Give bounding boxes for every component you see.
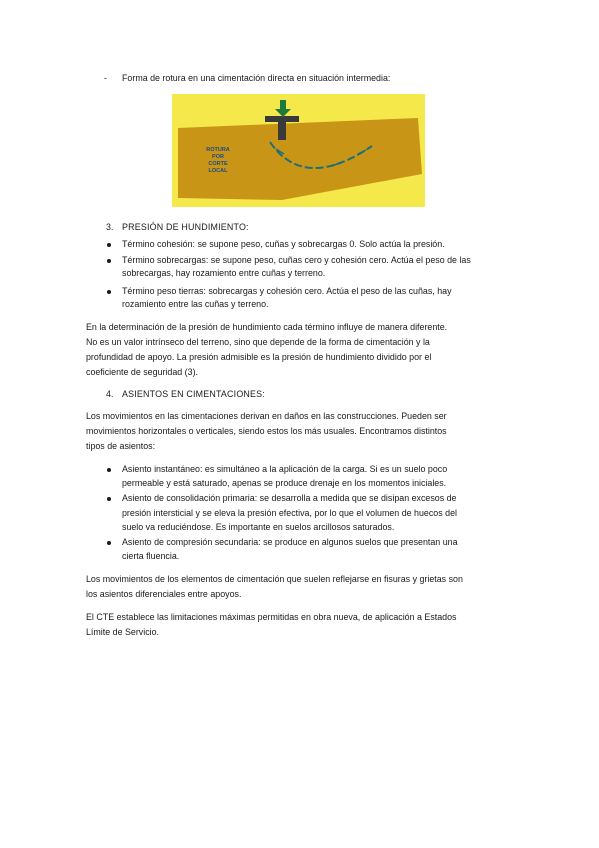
bullet-text: presión intersticial y se eleva la presión efectiva, por lo que el volumen de huecos del <box>122 508 457 518</box>
paragraph-line: coeficiente de seguridad (3). <box>86 367 198 377</box>
bullet-dot <box>107 259 111 263</box>
bullet-dot <box>107 290 111 294</box>
bullet-dot <box>107 497 111 501</box>
figure-label-line: CORTE <box>208 161 228 167</box>
paragraph-line: En la determinación de la presión de hundimiento cada término influye de manera diferente. <box>86 322 448 332</box>
paragraph-line: El CTE establece las limitaciones máximas permitidas en obra nueva, de aplicación a Estados <box>86 612 457 622</box>
figure-svg <box>172 94 425 207</box>
bullet-text: rozamiento entre las cuñas y terreno. <box>122 299 269 309</box>
load-arrow-shaft <box>280 100 286 110</box>
bullet-text: Asiento de consolidación primaria: se desarrolla a medida que se disipan excesos de <box>122 493 457 503</box>
list-dash: - <box>104 73 107 83</box>
intro-text: Forma de rotura en una cimentación directa en situación intermedia: <box>122 73 391 83</box>
bullet-text: Asiento de compresión secundaria: se produce en algunos suelos que presentan una <box>122 537 458 547</box>
bullet-text: sobrecargas, hay rozamiento entre cuñas y terreno. <box>122 268 326 278</box>
bullet-text: cierta fluencia. <box>122 551 180 561</box>
figure-label-line: ROTURA <box>206 147 230 153</box>
paragraph-line: No es un valor intrínseco del terreno, sino que depende de la forma de cimentación y la <box>86 337 430 347</box>
bullet-text: Término sobrecargas: se supone peso, cuñas cero y cohesión cero. Actúa el peso de las <box>122 255 471 265</box>
section-title: PRESIÓN DE HUNDIMIENTO: <box>122 222 249 232</box>
section-number: 4. <box>106 389 114 399</box>
figure-label-line: LOCAL <box>208 168 228 174</box>
paragraph-line: Los movimientos en las cimentaciones derivan en daños en las construcciones. Pueden ser <box>86 411 447 421</box>
bullet-text: suelo va reduciéndose. Es importante en suelos arcillosos saturados. <box>122 522 395 532</box>
footing-stem <box>278 122 286 140</box>
paragraph-line: los asientos diferenciales entre apoyos. <box>86 589 242 599</box>
bullet-text: permeable y está saturado, apenas se produce drenaje en los momentos iniciales. <box>122 478 447 488</box>
footing-slab <box>265 116 299 122</box>
bullet-text: Término cohesión: se supone peso, cuñas y sobrecargas 0. Solo actúa la presión. <box>122 239 445 249</box>
bullet-dot <box>107 243 111 247</box>
section-title: ASIENTOS EN CIMENTACIONES: <box>122 389 265 399</box>
bullet-dot <box>107 541 111 545</box>
bullet-text: Asiento instantáneo: es simultáneo a la aplicación de la carga. Si es un suelo poco <box>122 464 448 474</box>
bullet-text: Término peso tierras: sobrecargas y cohesión cero. Actúa el peso de las cuñas, hay <box>122 286 452 296</box>
bullet-dot <box>107 468 111 472</box>
figure-label-line: POR <box>212 154 224 160</box>
shear-failure-figure <box>172 94 425 207</box>
paragraph-line: tipos de asientos: <box>86 441 156 451</box>
section-number: 3. <box>106 222 114 232</box>
paragraph-line: movimientos horizontales o verticales, siendo estos los más usuales. Encontramos distintos <box>86 426 447 436</box>
paragraph-line: Los movimientos de los elementos de cimentación que suelen reflejarse en fisuras y grietas son <box>86 574 463 584</box>
paragraph-line: Límite de Servicio. <box>86 627 160 637</box>
paragraph-line: profundidad de apoyo. La presión admisible es la presión de hundimiento dividido por el <box>86 352 432 362</box>
